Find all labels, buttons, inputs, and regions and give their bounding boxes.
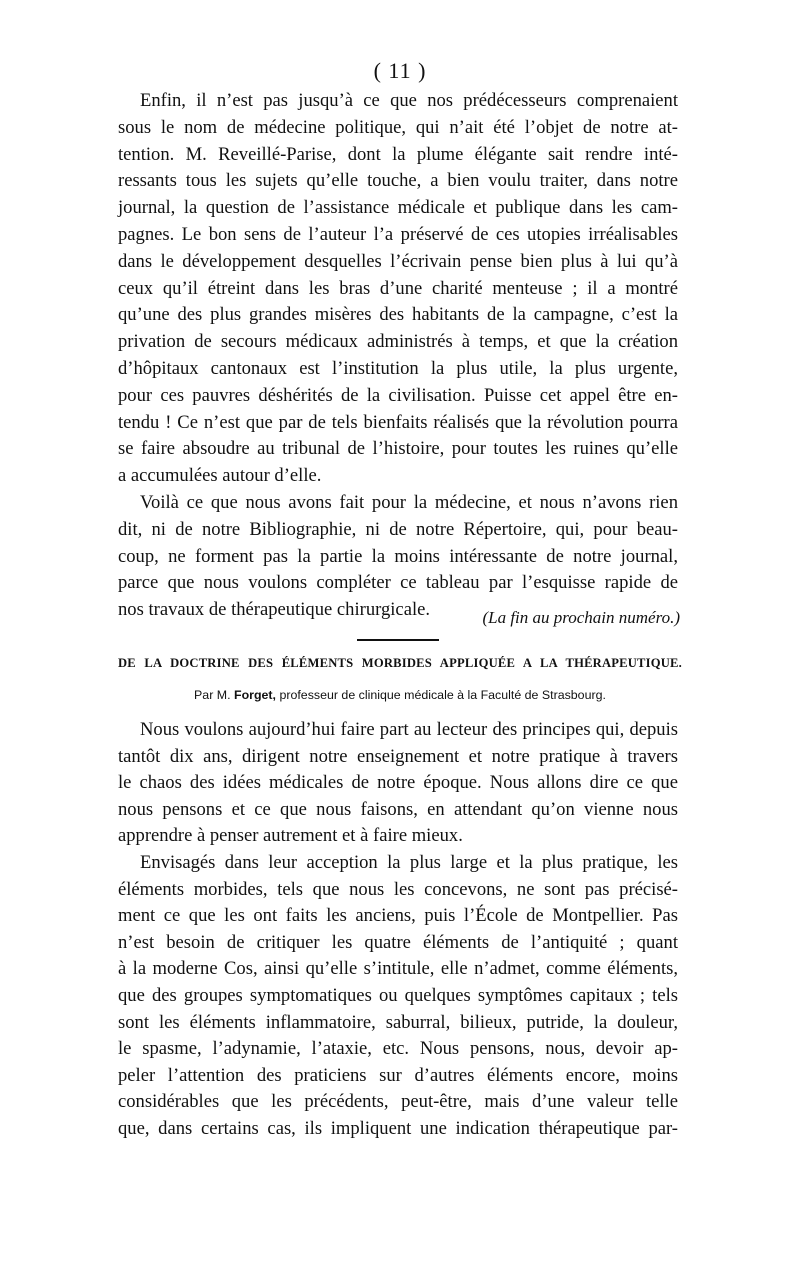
- text-line: sous le nom de médecine politique, qui n’ait été l’objet de notre at-: [118, 116, 678, 138]
- text-line: à la moderne Cos, ainsi qu’elle s’intitule, elle n’admet, comme éléments,: [118, 958, 678, 980]
- text-line: dans le développement desquelles l’écrivain pense bien plus à lui qu’à: [118, 250, 678, 272]
- text-line: pour ces pauvres déshérités de la civilisation. Puisse cet appel être en-: [118, 384, 678, 406]
- text-line: apprendre à penser autrement et à faire mieux.: [118, 825, 463, 847]
- section-divider: [357, 639, 439, 641]
- section-continuation-text: [118, 88, 678, 624]
- continuation-note: (La fin au prochain numéro.): [482, 608, 680, 627]
- text-line: peler l’attention des praticiens sur d’autres éléments encore, moins: [118, 1064, 678, 1086]
- text-line: Voilà ce que nous avons fait pour la médecine, et nous n’avons rien: [140, 491, 678, 513]
- text-line: nos travaux de thérapeutique chirurgicale.: [118, 599, 431, 621]
- article-byline: [0, 688, 800, 702]
- text-line: ment ce que les ont faits les anciens, puis l’École de Montpellier. Pas: [118, 905, 678, 927]
- text-line: Nous voulons aujourd’hui faire part au lecteur des principes qui, depuis: [140, 719, 678, 740]
- byline-prefix: Par M.: [194, 688, 231, 702]
- page-number: ( 11 ): [373, 58, 427, 83]
- text-line: nous pensons et ce que nous faisons, en attendant qu’on vienne nous: [118, 798, 678, 820]
- text-line: pagnes. Le bon sens de l’auteur l’a préservé de ces utopies irréalisables: [118, 223, 678, 245]
- text-line: éléments morbides, tels que nous les concevons, ne sont pas précisé-: [118, 878, 678, 900]
- text-line: d’hôpitaux cantonaux est l’institution la plus utile, la plus urgente,: [118, 357, 678, 379]
- text-line: tendu ! Ce n’est que par de tels bienfaits réalisés que la révolution pourra: [118, 411, 678, 433]
- text-line: coup, ne forment pas la partie la moins intéressante de notre journal,: [118, 545, 678, 567]
- text-line: le chaos des idées médicales de notre époque. Nous allons dire ce que: [118, 772, 678, 794]
- text-line: sont les éléments inflammatoire, saburral, bilieux, putride, la douleur,: [118, 1011, 678, 1033]
- text-line: journal, la question de l’assistance médicale et publique dans les cam-: [118, 197, 678, 219]
- text-line: privation de secours médicaux administrés à temps, et que la création: [118, 331, 678, 353]
- article-body-text: [118, 717, 678, 1143]
- text-line: Envisagés dans leur acception la plus large et la plus pratique, les: [140, 851, 678, 873]
- text-line: que des groupes symptomatiques ou quelques symptômes capitaux ; tels: [118, 984, 678, 1006]
- text-line: Enfin, il n’est pas jusqu’à ce que nos prédécesseurs comprenaient: [140, 90, 678, 111]
- text-line: qu’une des plus grandes misères des habitants de la campagne, c’est la: [118, 304, 678, 326]
- text-line: a accumulées autour d’elle.: [118, 465, 322, 487]
- text-line: tantôt dix ans, dirigent notre enseignement et notre pratique à travers: [118, 745, 678, 767]
- text-line: dit, ni de notre Bibliographie, ni de notre Répertoire, qui, pour beau-: [118, 518, 678, 540]
- byline-author: Forget,: [234, 688, 276, 702]
- text-line: considérables que les précédents, peut-être, mais d’une valeur telle: [118, 1091, 678, 1113]
- text-line: ressants tous les sujets qu’elle touche, a bien voulu traiter, dans notre: [118, 170, 678, 192]
- byline-affiliation: professeur de clinique médicale à la Faculté de Strasbourg.: [279, 688, 606, 702]
- text-line: parce que nous voulons compléter ce tableau par l’esquisse rapide de: [118, 572, 678, 594]
- text-line: n’est besoin de critiquer les quatre éléments de l’antiquité ; quant: [118, 931, 678, 953]
- text-line: le spasme, l’adynamie, l’ataxie, etc. Nous pensons, nous, devoir ap-: [118, 1038, 678, 1060]
- text-line: ceux qu’il étreint dans les bras d’une charité menteuse ; il a montré: [118, 277, 678, 299]
- text-line: se faire absoudre au tribunal de l’histoire, pour toutes les ruines qu’elle: [118, 438, 678, 460]
- text-line: tention. M. Reveillé-Parise, dont la plume élégante sait rendre inté-: [118, 143, 678, 165]
- article-title: DE LA DOCTRINE DES ÉLÉMENTS MORBIDES APPLIQUÉE A LA THÉRAPEUTIQUE.: [118, 656, 682, 670]
- text-line: que, dans certains cas, ils impliquent une indication thérapeutique par-: [118, 1117, 678, 1139]
